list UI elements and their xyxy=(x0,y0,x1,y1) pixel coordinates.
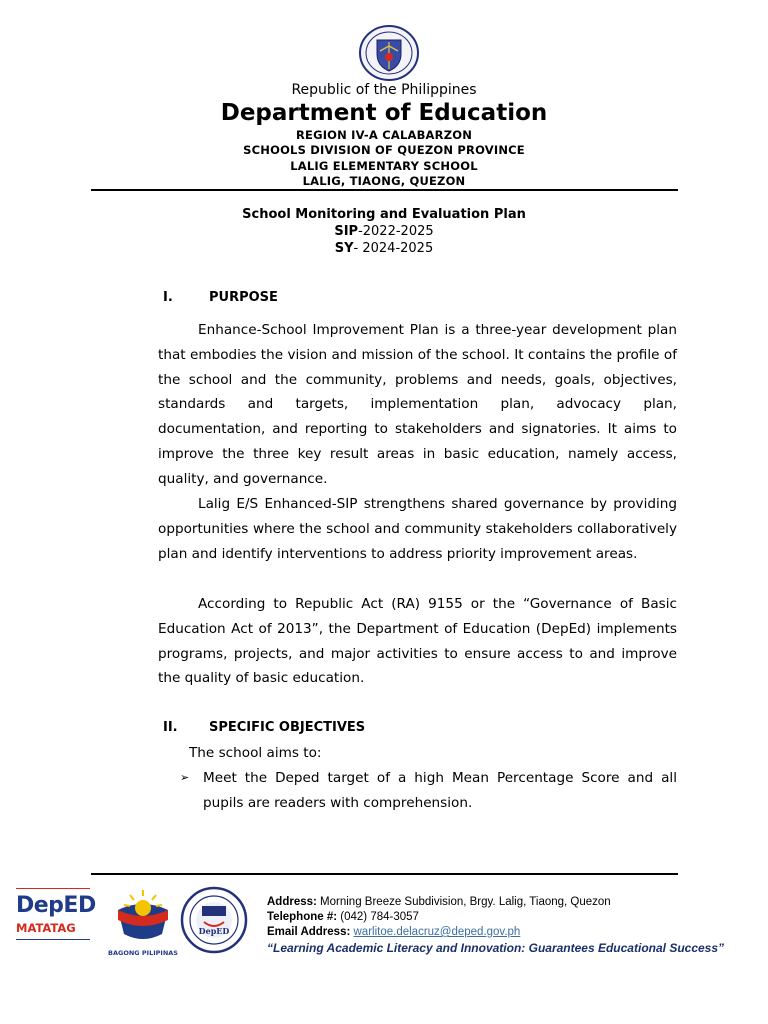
section-title: PURPOSE xyxy=(209,290,278,305)
school-seal-text: DepED xyxy=(198,926,230,936)
deped-seal-icon xyxy=(358,24,420,82)
purpose-paragraph-3: According to Republic Act (RA) 9155 or the “Governance of Basic Education Act of 2013”, the Department of Education (DepEd) implements programs, projects, and major activities to ensure access to and improve the quality of basic education. xyxy=(158,596,677,687)
deped-matatag-logo xyxy=(16,888,96,940)
address-label: Address: xyxy=(267,896,317,908)
region-heading: REGION IV-A CALABARZON xyxy=(295,128,473,142)
email-link[interactable]: warlitoe.delacruz@deped.gov.ph xyxy=(353,926,521,938)
school-seal-icon xyxy=(180,886,248,954)
sy-line xyxy=(0,241,768,256)
document-title: School Monitoring and Evaluation Plan xyxy=(242,207,526,222)
location-heading: LALIG, TIAONG, QUEZON xyxy=(302,174,466,188)
address-value: Morning Breeze Subdivision, Brgy. Lalig, Tiaong, Quezon xyxy=(316,896,611,908)
telephone-line xyxy=(267,911,419,923)
school-motto: “Learning Academic Literacy and Innovation: Guarantees Educational Success” xyxy=(267,941,725,955)
telephone-value: (042) 784-3057 xyxy=(337,911,419,923)
division-heading: SCHOOLS DIVISION OF QUEZON PROVINCE xyxy=(243,143,525,157)
objectives-intro: The school aims to: xyxy=(189,745,322,761)
section-number: II. xyxy=(163,720,178,735)
republic-heading: Republic of the Philippines xyxy=(291,82,477,98)
address-line xyxy=(267,896,611,908)
school-heading: LALIG ELEMENTARY SCHOOL xyxy=(290,159,478,173)
email-label: Email Address: xyxy=(267,926,351,938)
arrow-bullet-icon: ➢ xyxy=(180,771,190,784)
purpose-paragraph-1: Enhance-School Improvement Plan is a three-year development plan that embodies the vision and mission of the school. It contains the profile of the school and the community, problems and needs, goals, objectives, standards and targets, implementation plan, advocacy plan, documentation, and reporting to stakeholders and signatories. It aims to improve the three key result areas in basic education, namely access, quality, and governance. xyxy=(158,322,677,487)
footer-divider xyxy=(91,873,678,875)
sy-label: SY xyxy=(334,241,354,256)
section-title: SPECIFIC OBJECTIVES xyxy=(209,720,366,735)
sip-line xyxy=(0,224,768,239)
email-line xyxy=(267,926,520,938)
objective-text: Meet the Deped target of a high Mean Percentage Score and all pupils are readers with comprehension. xyxy=(203,770,677,811)
telephone-label: Telephone #: xyxy=(267,911,338,923)
section-number: I. xyxy=(163,290,173,305)
sy-value: - 2024-2025 xyxy=(353,241,434,256)
sip-value: -2022-2025 xyxy=(358,224,434,239)
bagong-pilipinas-text: BAGONG PILIPINAS xyxy=(108,949,178,957)
matatag-logo-text: MATATAG xyxy=(16,921,76,935)
sip-label: SIP xyxy=(334,224,359,239)
header-divider xyxy=(91,189,678,191)
department-heading: Department of Education xyxy=(220,100,548,126)
purpose-paragraph-2: Lalig E/S Enhanced-SIP strengthens shared governance by providing opportunities where the school and community stakeholders collaboratively plan and identify interventions to address priority improvement areas. xyxy=(158,496,677,562)
deped-logo-text: DepED xyxy=(16,893,96,918)
bagong-pilipinas-logo-icon xyxy=(110,884,176,946)
